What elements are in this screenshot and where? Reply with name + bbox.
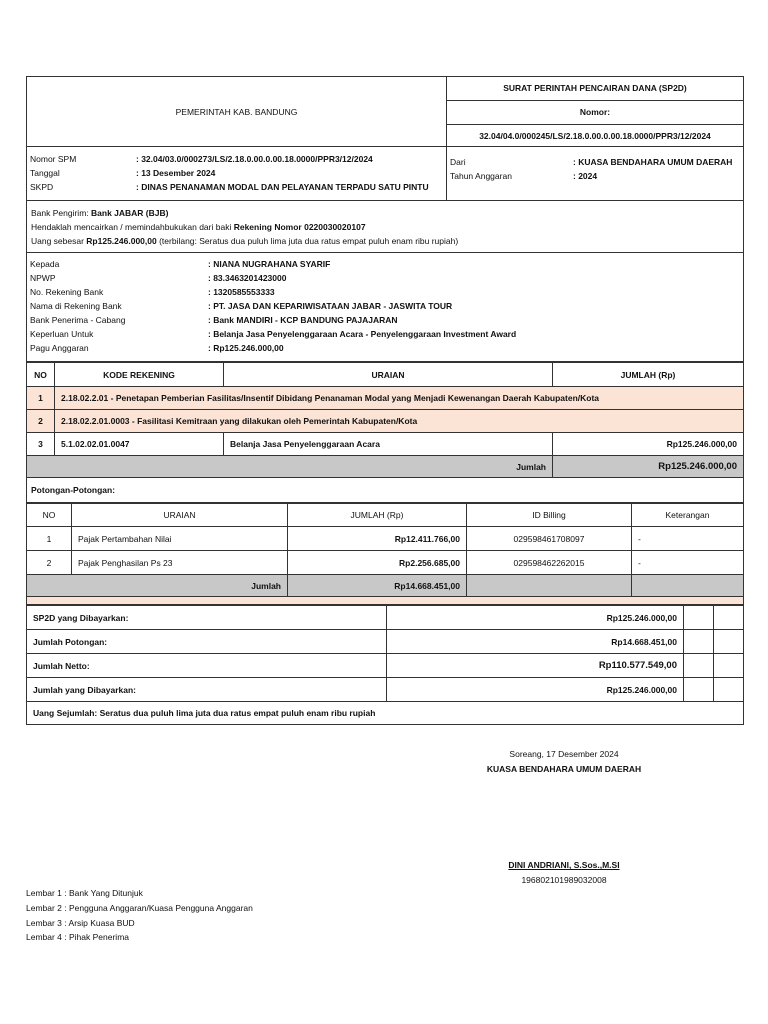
table-row [27, 551, 744, 575]
row-uraian: Pajak Pertambahan Nilai [72, 527, 288, 551]
table-row [27, 527, 744, 551]
recipient-label: Bank Penerima - Cabang [30, 315, 126, 325]
separator-band [26, 597, 744, 605]
signature-name: DINI ANDRIANI, S.Sos.,M.SI [508, 860, 620, 870]
recipient-value: : NIANA NUGRAHANA SYARIF [208, 259, 331, 269]
potongan-total-value: Rp14.668.451,00 [288, 575, 467, 597]
lembar-item: Lembar 2 : Pengguna Anggaran/Kuasa Pengguna Anggaran [26, 903, 253, 913]
potongan-title-text: Potongan-Potongan: [31, 485, 116, 495]
col-kode-rekening: KODE REKENING [55, 363, 224, 387]
recipient-value: : Belanja Jasa Penyelenggaraan Acara - Penyelenggaraan Investment Award [208, 329, 517, 339]
nomor-spm-value: : 32.04/03.0/000273/LS/2.18.0.00.0.00.18.0000/PPR3/12/2024 [136, 154, 373, 164]
recipient-value: : PT. JASA DAN KEPARIWISATAAN JABAR - JASWITA TOUR [208, 301, 453, 311]
summary-row [27, 630, 744, 654]
tahun-anggaran-value: : 2024 [573, 171, 598, 181]
table-row [27, 387, 744, 410]
row-no: 2 [27, 410, 55, 433]
row-uraian: Belanja Jasa Penyelenggaraan Acara [224, 433, 553, 456]
row-no: 1 [27, 527, 72, 551]
signature-place-date: Soreang, 17 Desember 2024 [509, 749, 619, 759]
recipient-row [27, 313, 743, 327]
row-no: 2 [27, 551, 72, 575]
terbilang-row [27, 702, 744, 725]
summary-value: Rp14.668.451,00 [387, 630, 684, 654]
summary-row [27, 654, 744, 678]
col-uraian: URAIAN [72, 504, 288, 527]
recipient-value: : Rp125.246.000,00 [208, 343, 284, 353]
total-row [27, 456, 744, 478]
recipient-row [27, 257, 743, 271]
signature-nip: 196802101989032008 [521, 875, 607, 885]
recipient-label: Keperluan Untuk [30, 329, 94, 339]
row-billing: 029598461708097 [467, 527, 632, 551]
rekening-nomor: Rekening Nomor 0220030020107 [233, 222, 366, 232]
row-uraian: Pajak Penghasilan Ps 23 [72, 551, 288, 575]
dari-value: : KUASA BENDAHARA UMUM DAERAH [573, 157, 733, 167]
col-id-billing: ID Billing [467, 504, 632, 527]
recipient-value: : 83.3463201423000 [208, 273, 287, 283]
spm-info-section [26, 147, 744, 201]
potongan-table-header [27, 504, 744, 527]
recipient-row [27, 299, 743, 313]
terbilang-text: (terbilang: Seratus dua puluh lima juta dua ratus empat puluh enam ribu rupiah) [159, 236, 459, 246]
row-jumlah: Rp12.411.766,00 [288, 527, 467, 551]
summary-value: Rp110.577.549,00 [387, 654, 684, 678]
summary-label: Jumlah yang Dibayarkan: [27, 678, 387, 702]
row-keterangan: - [632, 551, 744, 575]
recipient-value: : 1320585553333 [208, 287, 275, 297]
uang-sejumlah: Uang Sejumlah: Seratus dua puluh lima juta dua ratus empat puluh enam ribu rupiah [27, 702, 744, 725]
row-keterangan: - [632, 527, 744, 551]
col-keterangan: Keterangan [632, 504, 744, 527]
summary-label: Jumlah Potongan: [27, 630, 387, 654]
row-billing: 029598462262015 [467, 551, 632, 575]
col-no: NO [27, 504, 72, 527]
row-jumlah: Rp125.246.000,00 [553, 433, 744, 456]
recipient-label: NPWP [30, 273, 56, 283]
potongan-table [26, 503, 744, 597]
lembar-item: Lembar 4 : Pihak Penerima [26, 932, 129, 942]
recipient-section [26, 253, 744, 362]
col-jumlah: JUMLAH (Rp) [288, 504, 467, 527]
row-no: 3 [27, 433, 55, 456]
uang-sebesar-label: Uang sebesar [31, 236, 84, 246]
recipient-row [27, 271, 743, 285]
tahun-anggaran-label: Tahun Anggaran [450, 171, 512, 181]
subkegiatan-text: 2.18.02.2.01.0003 - Fasilitasi Kemitraan yang dilakukan oleh Pemerintah Kabupaten/Kota [55, 410, 744, 433]
recipient-label: No. Rekening Bank [30, 287, 104, 297]
col-no: NO [27, 363, 55, 387]
summary-label: Jumlah Netto: [27, 654, 387, 678]
pemindahbukuan-text: Hendaklah mencairkan / memindahbukukan dari baki [31, 222, 232, 232]
potongan-total-row [27, 575, 744, 597]
total-value: Rp125.246.000,00 [553, 456, 744, 478]
table-row [27, 410, 744, 433]
nomor-label: Nomor: [447, 101, 743, 125]
lembar-item: Lembar 3 : Arsip Kuasa BUD [26, 918, 135, 928]
recipient-row [27, 285, 743, 299]
potongan-total-label: Jumlah [27, 575, 288, 597]
recipient-row [27, 341, 743, 355]
tanggal-label: Tanggal [30, 168, 60, 178]
sp2d-document [26, 76, 744, 725]
rekening-table [26, 362, 744, 478]
summary-value: Rp125.246.000,00 [387, 678, 684, 702]
summary-row [27, 678, 744, 702]
header-section [26, 76, 744, 147]
document-title: SURAT PERINTAH PENCAIRAN DANA (SP2D) [447, 77, 743, 101]
recipient-value: : Bank MANDIRI - KCP BANDUNG PAJAJARAN [208, 315, 398, 325]
lembar-item: Lembar 1 : Bank Yang Ditunjuk [26, 888, 143, 898]
kegiatan-text: 2.18.02.2.01 - Penetapan Pemberian Fasilitas/Insentif Dibidang Penanaman Modal yang Menjadi Kewenangan Daerah Kabupaten/Kota [55, 387, 744, 410]
skpd-label: SKPD [30, 182, 54, 192]
summary-value: Rp125.246.000,00 [387, 606, 684, 630]
signature-role: KUASA BENDAHARA UMUM DAERAH [486, 764, 642, 774]
row-kode: 5.1.02.02.01.0047 [55, 433, 224, 456]
recipient-row [27, 327, 743, 341]
uang-sebesar-value: Rp125.246.000,00 [86, 236, 157, 246]
dari-label: Dari [450, 157, 466, 167]
bank-section [26, 201, 744, 253]
potongan-title [26, 478, 744, 503]
tanggal-value: : 13 Desember 2024 [136, 168, 216, 178]
rekening-table-header [27, 363, 744, 387]
recipient-label: Nama di Rekening Bank [30, 301, 122, 311]
org-name: PEMERINTAH KAB. BANDUNG [27, 77, 447, 146]
summary-row [27, 606, 744, 630]
nomor-spm-label: Nomor SPM [30, 154, 77, 164]
summary-table [26, 605, 744, 725]
recipient-label: Pagu Anggaran [30, 343, 89, 353]
bank-pengirim-value: Bank JABAR (BJB) [91, 208, 169, 218]
summary-label: SP2D yang Dibayarkan: [27, 606, 387, 630]
bank-pengirim-label: Bank Pengirim: [31, 208, 89, 218]
col-jumlah: JUMLAH (Rp) [553, 363, 744, 387]
col-uraian: URAIAN [224, 363, 553, 387]
skpd-value: : DINAS PENANAMAN MODAL DAN PELAYANAN TERPADU SATU PINTU [136, 182, 429, 192]
nomor-value: 32.04/04.0/000245/LS/2.18.0.00.0.00.18.0000/PPR3/12/2024 [479, 130, 711, 141]
table-row [27, 433, 744, 456]
row-jumlah: Rp2.256.685,00 [288, 551, 467, 575]
recipient-label: Kepada [30, 259, 60, 269]
row-no: 1 [27, 387, 55, 410]
total-label: Jumlah [27, 456, 553, 478]
